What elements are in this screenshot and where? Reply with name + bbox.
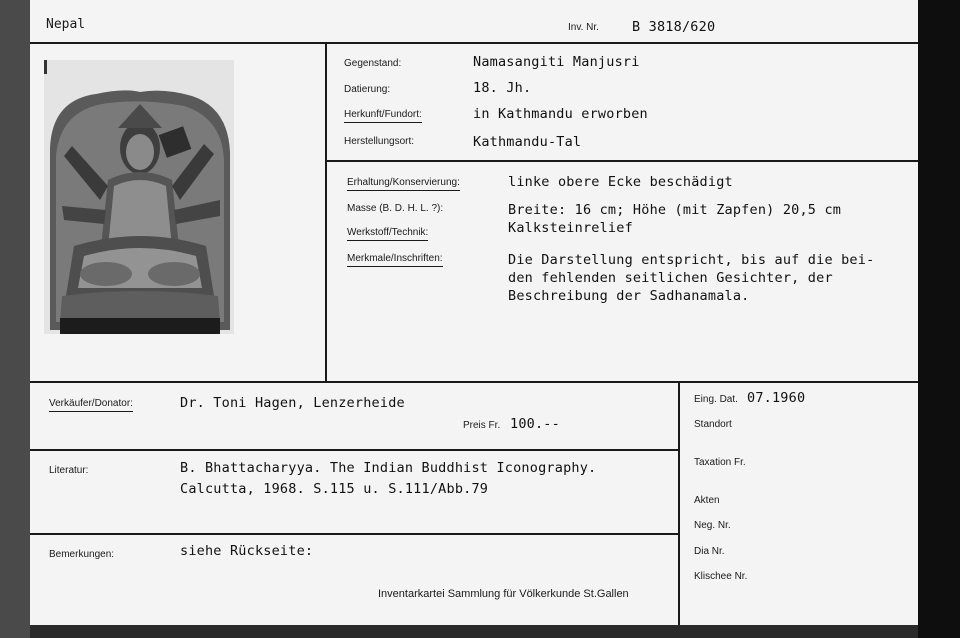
preis-value: 100.--: [510, 416, 560, 432]
akten-label: Akten: [694, 495, 720, 506]
rule-seller-bottom: [30, 449, 678, 451]
literature-line: Calcutta, 1968. S.115 u. S.111/Abb.79: [180, 481, 489, 497]
preis-label: Preis Fr.: [463, 420, 501, 431]
erhaltung-value: linke obere Ecke beschädigt: [508, 174, 733, 190]
remarks-value: siehe Rückseite:: [180, 543, 314, 559]
rule-mid: [30, 381, 918, 383]
neg-label: Neg. Nr.: [694, 520, 731, 531]
eing-label: Eing. Dat.: [694, 394, 738, 405]
merkmale-label: Merkmale/Inschriften:: [347, 253, 443, 267]
merkmale-line: Die Darstellung entspricht, bis auf die bei-: [508, 252, 875, 268]
datierung-value: 18. Jh.: [473, 80, 532, 96]
gegenstand-label: Gegenstand:: [344, 58, 402, 69]
herstellungsort-label: Herstellungsort:: [344, 136, 415, 147]
erhaltung-label: Erhaltung/Konservierung:: [347, 177, 460, 191]
rule-literature-bottom: [30, 533, 678, 535]
rule-object-bottom: [325, 160, 918, 162]
werkstoff-label: Werkstoff/Technik:: [347, 227, 428, 241]
background-left: [0, 0, 30, 638]
merkmale-line: den fehlenden seitlichen Gesichter, der: [508, 270, 833, 286]
eing-value: 07.1960: [747, 390, 806, 406]
inv-value: B 3818/620: [632, 19, 716, 35]
standort-label: Standort: [694, 419, 732, 430]
herstellungsort-value: Kathmandu-Tal: [473, 134, 582, 150]
rule-side-column: [678, 381, 680, 625]
werkstoff-value: Kalksteinrelief: [508, 220, 633, 236]
literature-label: Literatur:: [49, 465, 89, 476]
rule-header: [30, 42, 918, 44]
card-footer: Inventarkartei Sammlung für Völkerkunde St.Gallen: [378, 588, 629, 600]
datierung-label: Datierung:: [344, 84, 391, 95]
dia-label: Dia Nr.: [694, 546, 725, 557]
rule-photo-right: [325, 42, 327, 382]
herkunft-label: Herkunft/Fundort:: [344, 109, 422, 123]
remarks-label: Bemerkungen:: [49, 549, 115, 560]
masse-label: Masse (B. D. H. L. ?):: [347, 203, 444, 214]
relief-photo: [44, 60, 234, 334]
gegenstand-value: Namasangiti Manjusri: [473, 54, 640, 70]
seller-label: Verkäufer/Donator:: [49, 398, 133, 412]
literature-line: B. Bhattacharyya. The Indian Buddhist Iconography.: [180, 460, 597, 476]
country-label: Nepal: [46, 17, 86, 32]
herkunft-value: in Kathmandu erworben: [473, 106, 648, 122]
background-right: [918, 0, 960, 638]
taxation-label: Taxation Fr.: [694, 457, 746, 468]
inventory-card: [30, 0, 918, 625]
seller-value: Dr. Toni Hagen, Lenzerheide: [180, 395, 405, 411]
merkmale-line: Beschreibung der Sadhanamala.: [508, 288, 750, 304]
inv-label: Inv. Nr.: [568, 22, 599, 33]
masse-value: Breite: 16 cm; Höhe (mit Zapfen) 20,5 cm: [508, 202, 842, 218]
klischee-label: Klischee Nr.: [694, 571, 748, 582]
